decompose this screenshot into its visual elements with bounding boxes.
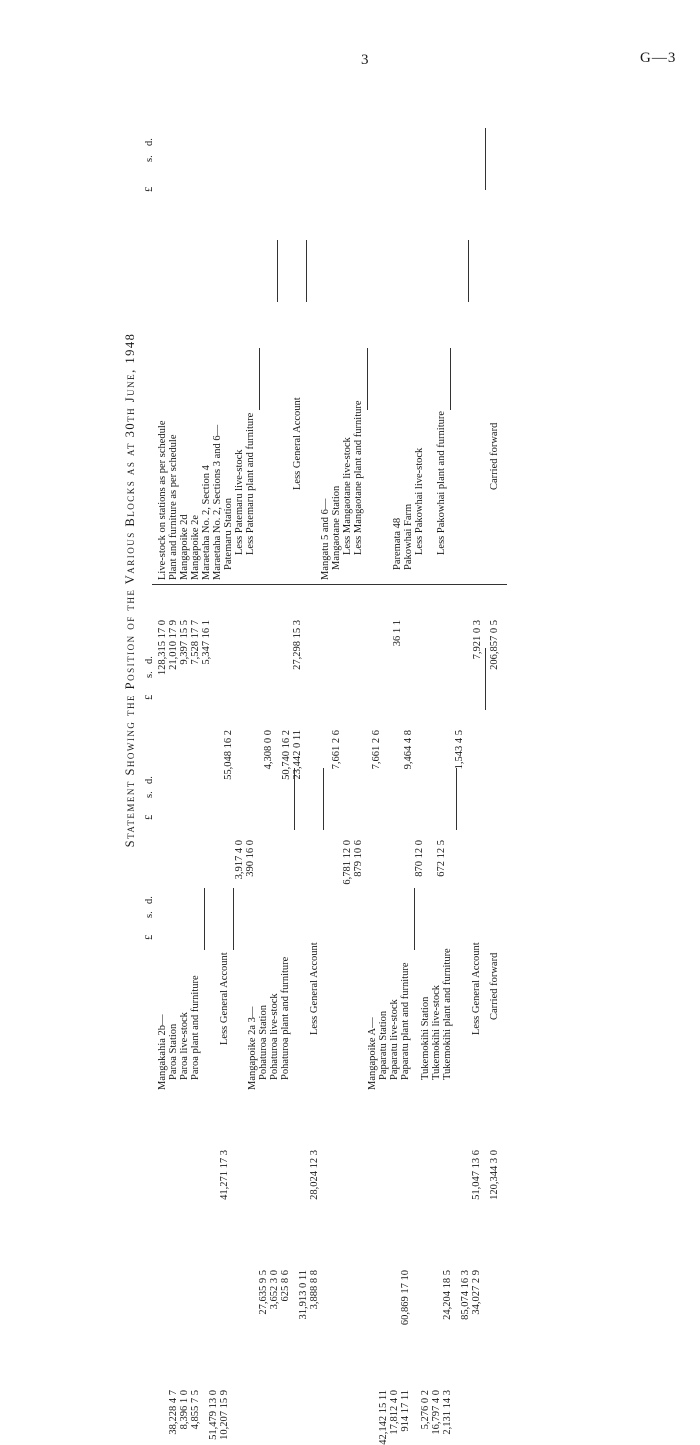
hdr-pounds-1: £ [144, 934, 155, 940]
item-label: Tukemokihi Station [420, 996, 431, 1080]
hdr-pence-2: d. [144, 776, 155, 784]
page-reference: G—3 [640, 50, 677, 66]
net-rule [277, 240, 278, 302]
station-amount: 7,661 2 6 [331, 730, 342, 770]
net-amount: 27,298 15 3 [292, 620, 303, 670]
less-label: Less General Account [471, 942, 482, 1035]
item-amount: 5,347 16 1 [201, 620, 212, 665]
block-heading: Mangapoike A— [367, 1017, 378, 1090]
less-rule [233, 888, 234, 950]
item-amount: 4,855 7 5 [190, 1390, 201, 1430]
less-total-amount: 4,308 0 0 [263, 730, 274, 770]
item-label: Pohaturoa live-stock [269, 993, 280, 1080]
subtotal-amount: 60,869 17 10 [400, 1270, 411, 1326]
less-amount: 390 16 0 [245, 840, 256, 877]
station-label: Patemaru Station [223, 497, 234, 570]
less-rule [367, 348, 368, 410]
sum-amount: 85,074 16 3 [460, 1270, 471, 1320]
carried-forward-amount: 120,344 3 0 [489, 1150, 500, 1200]
item-label: Pohaturoa Station [258, 1005, 269, 1080]
less-total-amount: 7,661 2 6 [371, 730, 382, 770]
carried-forward-label: Carried forward [489, 952, 500, 1020]
hdr-shillings-3: s. [144, 671, 155, 678]
item-label: Paparatu Station [378, 1010, 389, 1080]
item-label: Mangapoike 2e [190, 514, 201, 580]
block-heading: Mangatu 5 and 6— [320, 498, 331, 580]
item-amount: 21,010 17 9 [168, 620, 179, 670]
item-label: Tukemokihi plant and furniture [442, 948, 453, 1080]
hdr-pounds-3: £ [144, 694, 155, 700]
less-amount: 879 10 6 [353, 840, 364, 877]
net-amount: 28,024 12 3 [309, 1150, 320, 1200]
less-label: Less Patemaru live-stock [234, 449, 245, 555]
less-label: Less General Account [219, 952, 230, 1045]
hdr-shillings-1: s. [144, 911, 155, 918]
carried-forward-label: Carried forward [489, 422, 500, 490]
item-amount: 16,797 4 0 [431, 1390, 442, 1435]
less-amount: 870 12 0 [414, 840, 425, 877]
less-label: Less General Account [292, 397, 303, 490]
net-amount: 41,271 17 3 [219, 1150, 230, 1200]
item-label: Live-stock on stations as per schedule [157, 420, 168, 580]
station-amount: 9,464 4 8 [403, 730, 414, 770]
item-label: Plant and furniture as per schedule [168, 434, 179, 580]
less-amount: 10,207 15 9 [219, 1390, 230, 1440]
net-amount: 51,047 13 6 [471, 1150, 482, 1200]
item-label: Paroa Station [168, 1023, 179, 1080]
column-divider [152, 584, 507, 585]
item-amount: 9,397 15 5 [179, 620, 190, 665]
hdr-pence-r: d. [144, 138, 155, 146]
less-label: Less Pakowhai live-stock [414, 447, 425, 555]
less-amount: 3,917 4 0 [234, 840, 245, 880]
block-heading: Mangapoike 2a 3— [247, 1006, 258, 1090]
net-amount: 50,740 16 2 [281, 730, 292, 780]
station-amount: 55,048 16 2 [223, 730, 234, 780]
less-amount: 23,442 0 11 [292, 730, 303, 780]
less-label: Less Mangaotane plant and furniture [353, 400, 364, 555]
item-label: Mangapoike 2d [179, 514, 190, 580]
sum-rule [456, 768, 457, 830]
less-rule [323, 768, 324, 830]
item-amount: 3,652 3 0 [269, 1270, 280, 1310]
less-label: Less Pakowhai plant and furniture [436, 410, 447, 555]
hdr-pence-3: d. [144, 656, 155, 664]
subtotal-rule [204, 888, 205, 950]
less-total-amount: 1,543 4 5 [454, 730, 465, 770]
less-rule [259, 348, 260, 410]
carried-rule [485, 128, 486, 190]
item-amount: 7,528 17 7 [190, 620, 201, 665]
block-heading: Mangakahia 2b— [157, 1014, 168, 1090]
hdr-shillings-r: s. [144, 155, 155, 162]
net-rule [485, 648, 486, 710]
item-amount: 8,396 1 0 [179, 1390, 190, 1430]
less-rule [450, 348, 451, 410]
hdr-pounds-2: £ [144, 814, 155, 820]
block-heading: Maraetaha No. 2, Sections 3 and 6— [212, 424, 223, 580]
subtotal-amount: 31,913 0 11 [298, 1270, 309, 1320]
subtotal-amount: 24,204 18 5 [442, 1270, 453, 1320]
item-amount: 128,315 17 0 [157, 620, 168, 676]
item-amount: 27,635 9 5 [258, 1270, 269, 1315]
page-number: 3 [361, 52, 369, 68]
rotated-statement-table [123, 90, 696, 1445]
net-rule [468, 240, 469, 302]
less-amount: 6,781 12 0 [342, 840, 353, 885]
net-amount: 7,921 0 3 [472, 620, 483, 660]
item-label: Paremata 48 [392, 517, 403, 570]
hdr-shillings-2: s. [144, 791, 155, 798]
station-label: Mangaotane Station [331, 485, 342, 570]
less-amount: 3,888 8 8 [309, 1270, 320, 1310]
item-amount: 17,812 4 0 [389, 1390, 400, 1435]
item-label: Paroa plant and furniture [190, 975, 201, 1080]
item-amount: 625 8 6 [280, 1270, 291, 1302]
less-label: Less General Account [309, 942, 320, 1035]
less-label: Less Patemaru plant and furniture [245, 412, 256, 555]
item-label: Tukemokihi live-stock [431, 985, 442, 1080]
item-label: Maraetaha No. 2, Section 4 [201, 465, 212, 580]
item-amount: 5,276 0 2 [420, 1390, 431, 1430]
less-amount: 672 12 5 [436, 840, 447, 877]
station-label: Pakowhai Farm [403, 503, 414, 570]
item-label: Pohaturoa plant and furniture [280, 956, 291, 1080]
subtotal-rule [414, 888, 415, 950]
item-amount: 38,228 4 7 [168, 1390, 179, 1435]
hdr-pounds-r: £ [144, 186, 155, 192]
subtotal-amount: 51,479 13 0 [208, 1390, 219, 1440]
carried-forward-amount: 206,857 0 5 [489, 620, 500, 670]
less-rule [306, 240, 307, 302]
item-label: Paparatu live-stock [389, 999, 400, 1080]
statement-title: Statement Showing the Position of the Various Blocks as at 30th June, 1948 [123, 332, 137, 848]
item-label: Paparatu plant and furniture [400, 962, 411, 1080]
item-amount: 42,142 15 11 [378, 1390, 389, 1445]
item-label: Paroa live-stock [179, 1012, 190, 1080]
less-label: Less Mangaotane live-stock [342, 437, 353, 555]
item-amount: 2,131 14 3 [442, 1390, 453, 1435]
item-amount: 36 1 1 [392, 620, 403, 647]
less-amount: 34,027 2 9 [471, 1270, 482, 1315]
hdr-pence-1: d. [144, 896, 155, 904]
item-amount: 914 17 11 [400, 1390, 411, 1432]
